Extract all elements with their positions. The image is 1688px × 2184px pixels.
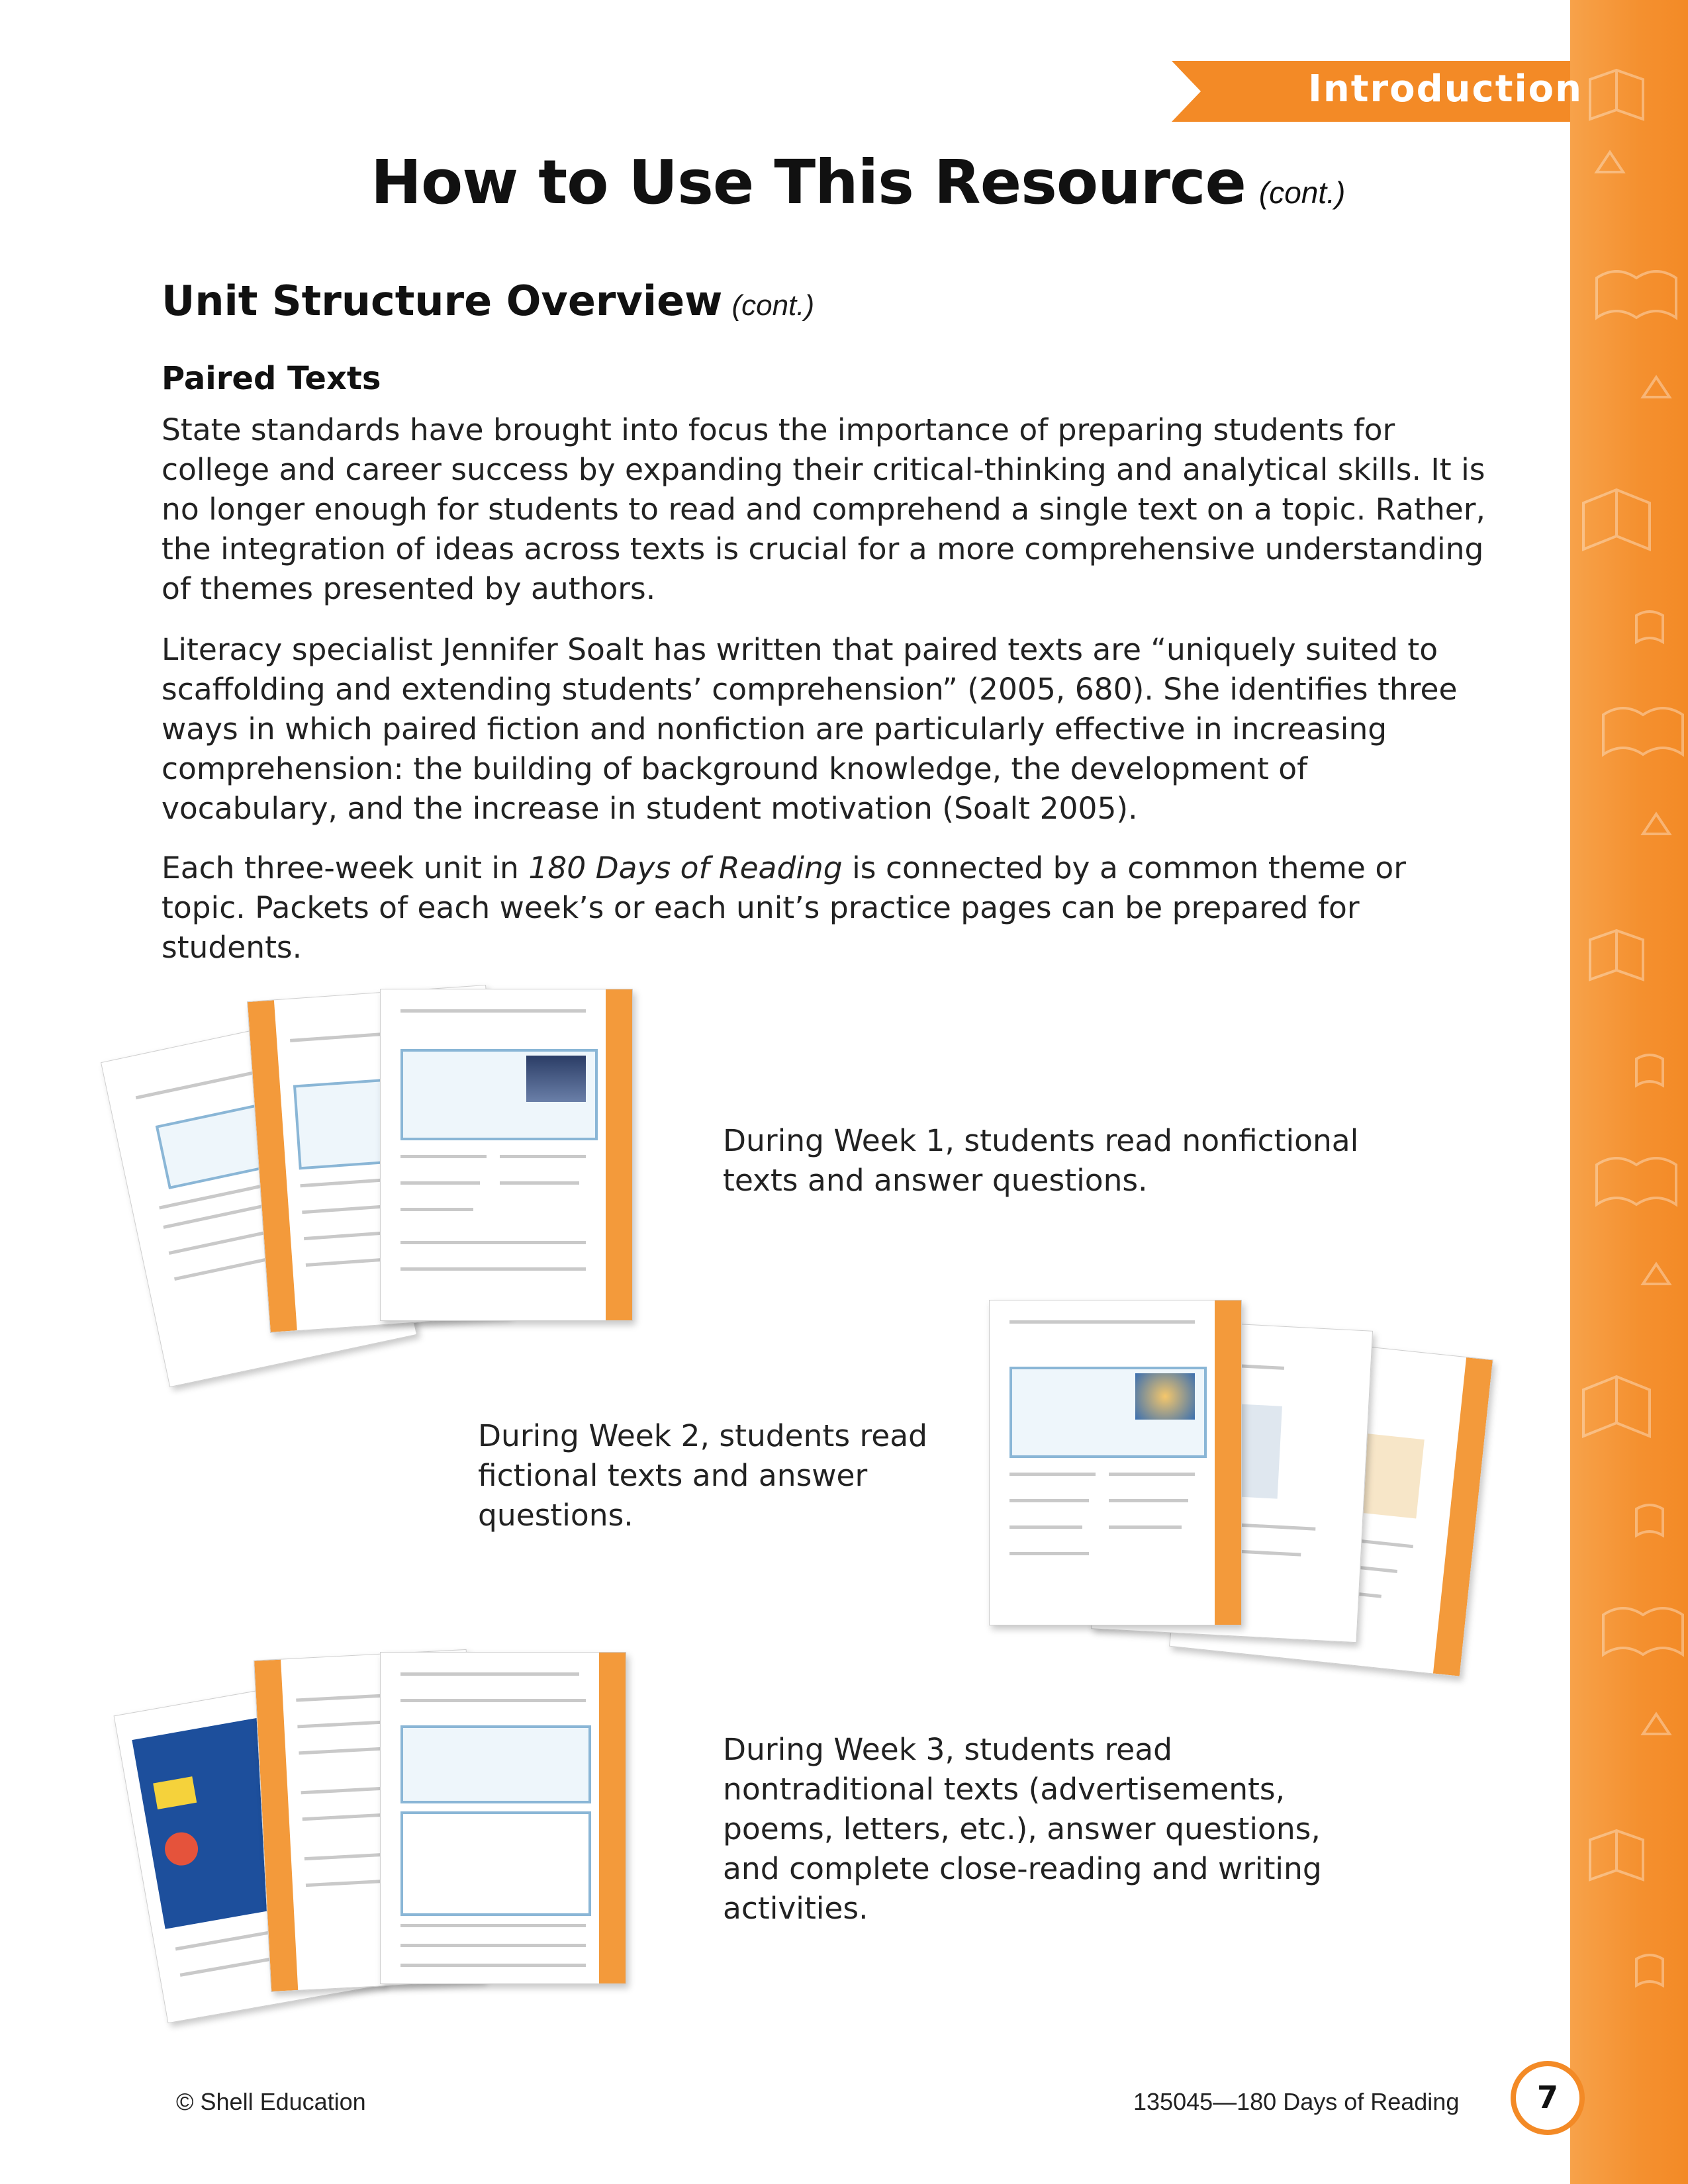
page-title-text: How to Use This Resource bbox=[371, 147, 1246, 218]
paragraph-3-end: is connected by a common theme or topic. Packets of each week’s or each unit’s practice pages can be prepared for students. bbox=[162, 850, 1406, 965]
week3-caption: During Week 3, students read nontraditional texts (advertisements, poems, letters, etc.), answer questions, and complete close-reading and writing activities. bbox=[723, 1732, 1322, 1926]
book-title: 180 Days of Reading bbox=[528, 850, 843, 886]
page-title bbox=[371, 147, 1364, 218]
page-title-cont: (cont.) bbox=[1258, 175, 1346, 210]
side-decorative-band bbox=[1570, 0, 1688, 2184]
week1-caption: During Week 1, students read nonfictional texts and answer questions. bbox=[723, 1123, 1359, 1198]
paragraph-2: Literacy specialist Jennifer Soalt has written that paired texts are “uniquely suited to scaffolding and extending students’ comprehension” (2005, 680). She identifies three ways in which paired fiction and nonfiction are particularly effective in increasing comprehension: the building of background knowledge, the development of vocabulary, and the increase in student motivation (Soalt 2005). bbox=[162, 632, 1458, 826]
section-heading-text: Unit Structure Overview bbox=[162, 277, 723, 325]
week3-sheet-front bbox=[380, 1652, 626, 1984]
footer-publisher: © Shell Education bbox=[176, 2088, 366, 2115]
paragraph-1: State standards have brought into focus the importance of preparing students for college and career success by expanding their critical-thinking and analytical skills. It is no longer enough for students to read and comprehend a single text on a topic. Rather, the integration of ideas across texts is crucial for a more comprehensive understanding of themes presented by authors. bbox=[162, 412, 1485, 606]
paragraph-3 bbox=[162, 848, 1492, 968]
subsection-heading: Paired Texts bbox=[162, 360, 381, 397]
week1-sheet-front bbox=[380, 989, 633, 1321]
book-pattern-icon bbox=[1570, 0, 1688, 2184]
footer-product: 135045—180 Days of Reading bbox=[1133, 2088, 1460, 2115]
close-reading-table bbox=[400, 1811, 591, 1916]
week2-caption: During Week 2, students read fictional texts and answer questions. bbox=[478, 1418, 927, 1533]
page-number-badge bbox=[1511, 2061, 1585, 2135]
week2-sheet-front bbox=[989, 1300, 1242, 1625]
section-heading bbox=[162, 277, 814, 325]
page-number: 7 bbox=[1536, 2079, 1558, 2115]
paragraph-3-start: Each three-week unit in bbox=[162, 850, 529, 886]
section-tab-label: Introduction bbox=[1308, 68, 1583, 111]
section-tab bbox=[1172, 61, 1583, 122]
section-heading-cont: (cont.) bbox=[731, 289, 815, 322]
spoon-illustration bbox=[1135, 1373, 1195, 1420]
telescope-image bbox=[526, 1056, 586, 1102]
